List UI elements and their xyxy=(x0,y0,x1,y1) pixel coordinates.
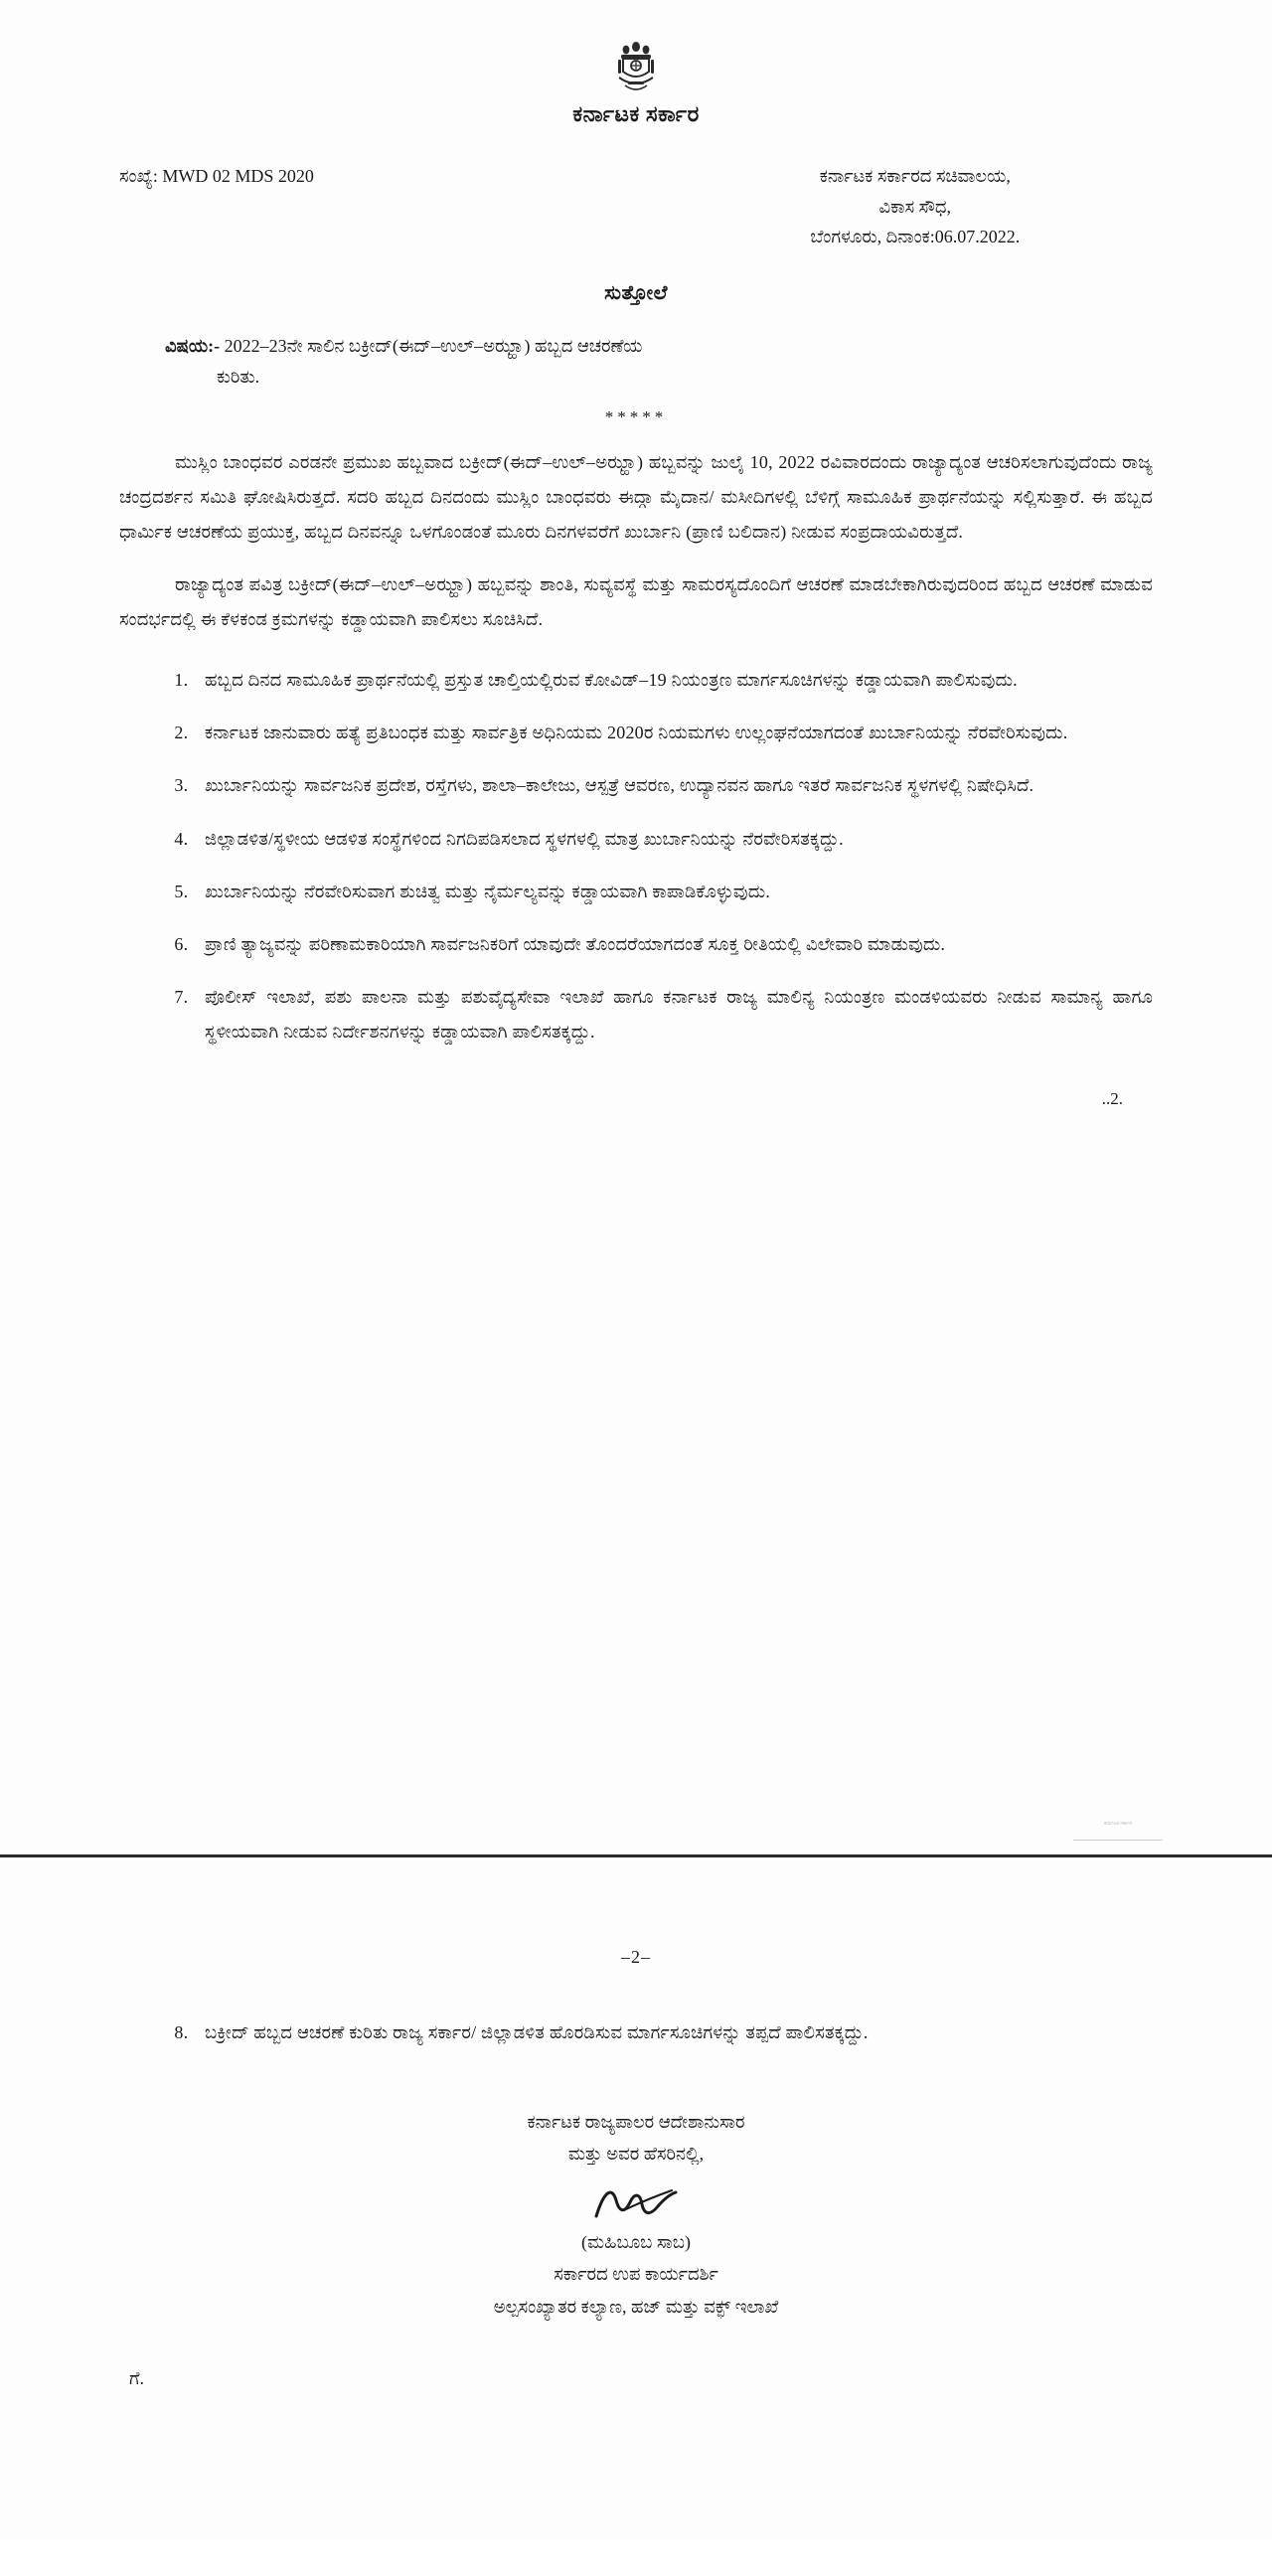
issuer-line-1: ಕರ್ನಾಟಕ ಸರ್ಕಾರದ ಸಚಿವಾಲಯ, xyxy=(819,166,1011,186)
signatory-designation-2: ಅಲ್ಪಸಂಖ್ಯಾತರ ಕಲ್ಯಾಣ, ಹಜ್ ಮತ್ತು ವಕ್ಫ್ ಇಲಾಖೆ xyxy=(493,2296,779,2317)
footer-marker: ಗೆ. xyxy=(129,2368,144,2389)
document-type-heading: ಸುತ್ತೋಲೆ xyxy=(604,281,668,304)
clause-item: 2. ಕರ್ನಾಟಕ ಜಾನುವಾರು ಹತ್ಯೆ ಪ್ರತಿಬಂಧಕ ಮತ್ತು ಸಾರ್ವತ್ರಿಕ ಅಧಿನಿಯಮ 2020ರ ನಿಯಮಗಳು ಉಲ್ಲಂಘನೆಯಾಗದಂತೆ ಖುರ್ಬಾನಿಯನ್ನು ನೆರವೇರಿಸುವುದು. xyxy=(193,716,1153,750)
paragraph-1: ಮುಸ್ಲಿಂ ಬಾಂಧವರ ಎರಡನೇ ಪ್ರಮುಖ ಹಬ್ಬವಾದ ಬಕ್ರೀದ್(ಈದ್–ಉಲ್–ಅಝ್ಹಾ) ಹಬ್ಬವನ್ನು ಜುಲೈ 10, 2022 ರವಿವಾರದಂದು ರಾಜ್ಯಾದ್ಯಂತ ಆಚರಿಸಲಾಗುವುದೆಂದು ರಾಜ್ಯ ಚಂದ್ರದರ್ಶನ ಸಮಿತಿ ಘೋಷಿಸಿರುತ್ತದೆ. ಸದರಿ ಹಬ್ಬದ ದಿನದಂದು ಮುಸ್ಲಿಂ ಬಾಂಧವರು ಈದ್ಗಾ ಮೈದಾನ/ ಮಸೀದಿಗಳಲ್ಲಿ ಬೆಳಿಗ್ಗೆ ಸಾಮೂಹಿಕ ಪ್ರಾರ್ಥನೆಯನ್ನು ಸಲ್ಲಿಸುತ್ತಾರೆ. ಈ ಹಬ್ಬದ ಧಾರ್ಮಿಕ ಆಚರಣೆಯ ಪ್ರಯುಕ್ತ, ಹಬ್ಬದ ದಿನವನ್ನೂ ಒಳಗೊಂಡಂತೆ ಮೂರು ದಿನಗಳವರೆಗೆ ಖುರ್ಬಾನಿ (ಪ್ರಾಣಿ ಬಲಿದಾನ) ನೀಡುವ ಸಂಪ್ರದಾಯವಿರುತ್ತದೆ. xyxy=(119,451,1153,542)
separator-stars: ***** xyxy=(604,406,668,426)
document-meta xyxy=(119,161,1153,252)
subject-text: 2022–23ನೇ ಸಾಲಿನ ಬಕ್ರೀದ್(ಈದ್–ಉಲ್–ಅಝ್ಹಾ) ಹಬ್ಬದ ಆಚರಣೆಯ xyxy=(224,335,643,356)
state-emblem-icon xyxy=(609,38,663,97)
clause-item: 4. ಜಿಲ್ಲಾಡಳಿತ/ಸ್ಥಳೀಯ ಆಡಳಿತ ಸಂಸ್ಥೆಗಳಿಂದ ನಿಗದಿಪಡಿಸಲಾದ ಸ್ಥಳಗಳಲ್ಲಿ ಮಾತ್ರ ಖುರ್ಬಾನಿಯನ್ನು ನೆರವೇರಿಸತಕ್ಕದ್ದು. xyxy=(193,822,1153,857)
signature-authority-line-1: ಕರ್ನಾಟಕ ರಾಜ್ಯಪಾಲರ ಆದೇಶಾನುಸಾರ xyxy=(527,2112,745,2133)
faint-stamp: ಕರ್ನಾಟಕ ಸರ್ಕಾರ xyxy=(1073,1822,1163,1841)
clause-item: 3. ಖುರ್ಬಾನಿಯನ್ನು ಸಾರ್ವಜನಿಕ ಪ್ರದೇಶ, ರಸ್ತೆಗಳು, ಶಾಲಾ–ಕಾಲೇಜು, ಆಸ್ಪತ್ರೆ ಆವರಣ, ಉದ್ಯಾನವನ ಹಾಗೂ ಇತರೆ ಸಾರ್ವಜನಿಕ ಸ್ಥಳಗಳಲ್ಲಿ ನಿಷೇಧಿಸಿದೆ. xyxy=(193,768,1153,803)
document-page-2 xyxy=(0,1854,1272,2540)
signature-authority-line-2: ಮತ್ತು ಅವರ ಹೆಸರಿನಲ್ಲಿ, xyxy=(567,2144,705,2165)
signatory-name: (ಮಹಿಬೂಬ ಸಾಬ) xyxy=(581,2231,691,2252)
clause-item: 5. ಖುರ್ಬಾನಿಯನ್ನು ನೆರವೇರಿಸುವಾಗ ಶುಚಿತ್ವ ಮತ್ತು ನೈರ್ಮಲ್ಯವನ್ನು ಕಡ್ಡಾಯವಾಗಿ ಕಾಪಾಡಿಕೊಳ್ಳುವುದು. xyxy=(193,875,1153,909)
clause-item: 8. ಬಕ್ರೀದ್ ಹಬ್ಬದ ಆಚರಣೆ ಕುರಿತು ರಾಜ್ಯ ಸರ್ಕಾರ/ ಜಿಲ್ಲಾಡಳಿತ ಹೊರಡಿಸುವ ಮಾರ್ಗಸೂಚಿಗಳನ್ನು ತಪ್ಪದೆ ಪಾಲಿಸತಕ್ಕದ್ದು. xyxy=(193,2015,1153,2050)
clause-item: 1. ಹಬ್ಬದ ದಿನದ ಸಾಮೂಹಿಕ ಪ್ರಾರ್ಥನೆಯಲ್ಲಿ ಪ್ರಸ್ತುತ ಚಾಲ್ತಿಯಲ್ಲಿರುವ ಕೋವಿಡ್–19 ನಿಯಂತ್ರಣ ಮಾರ್ಗಸೂಚಿಗಳನ್ನು ಕಡ್ಡಾಯವಾಗಿ ಪಾಲಿಸುವುದು. xyxy=(193,663,1153,698)
signatory-designation-1: ಸರ್ಕಾರದ ಉಪ ಕಾರ್ಯದರ್ಶಿ xyxy=(554,2264,718,2285)
clause-list xyxy=(119,663,1153,1049)
signature-block xyxy=(119,2106,1153,2323)
clause-item: 7. ಪೊಲೀಸ್ ಇಲಾಖೆ, ಪಶು ಪಾಲನಾ ಮತ್ತು ಪಶುವೈದ್ಯಸೇವಾ ಇಲಾಖೆ ಹಾಗೂ ಕರ್ನಾಟಕ ರಾಜ್ಯ ಮಾಲಿನ್ಯ ನಿಯಂತ್ರಣ ಮಂಡಳಿಯವರು ನೀಡುವ ಸಾಮಾನ್ಯ ಹಾಗೂ ಸ್ಥಳೀಯವಾಗಿ ನೀಡುವ ನಿರ್ದೇಶನಗಳನ್ನು ಕಡ್ಡಾಯವಾಗಿ ಪಾಲಿಸತಕ್ಕದ್ದು. xyxy=(193,980,1153,1049)
subject-block xyxy=(119,331,1153,394)
clause-list-continued xyxy=(119,2015,1153,2050)
page-number: –2– xyxy=(621,1947,651,1967)
page-continuation-marker: ..2. xyxy=(1101,1089,1123,1108)
subject-text-continued: ಕುರಿತು. xyxy=(217,367,260,388)
issuer-line-2: ವಿಕಾಸ ಸೌಧ, xyxy=(878,196,952,217)
reference-number: ಸಂಖ್ಯೆ: MWD 02 MDS 2020 xyxy=(119,166,314,186)
handwritten-signature xyxy=(576,2180,696,2224)
letterhead xyxy=(119,38,1153,127)
issuer-address xyxy=(678,161,1153,252)
issuer-line-3: ಬೆಂಗಳೂರು, ದಿನಾಂಕ:06.07.2022. xyxy=(810,227,1021,247)
subject-label: ವಿಷಯ:- xyxy=(165,335,221,356)
clause-item: 6. ಪ್ರಾಣಿ ತ್ಯಾಜ್ಯವನ್ನು ಪರಿಣಾಮಕಾರಿಯಾಗಿ ಸಾರ್ವಜನಿಕರಿಗೆ ಯಾವುದೇ ತೊಂದರೆಯಾಗದಂತೆ ಸೂಕ್ತ ರೀತಿಯಲ್ಲಿ ವಿಲೇವಾರಿ ಮಾಡುವುದು. xyxy=(193,927,1153,962)
emblem-caption: ಕರ್ನಾಟಕ ಸರ್ಕಾರ xyxy=(572,101,700,126)
paragraph-2: ರಾಜ್ಯಾದ್ಯಂತ ಪವಿತ್ರ ಬಕ್ರೀದ್(ಈದ್–ಉಲ್–ಅಝ್ಹಾ) ಹಬ್ಬವನ್ನು ಶಾಂತಿ, ಸುವ್ಯವಸ್ಥೆ ಮತ್ತು ಸಾಮರಸ್ಯದೊಂದಿಗೆ ಆಚರಣೆ ಮಾಡಬೇಕಾಗಿರುವುದರಿಂದ ಹಬ್ಬದ ಆಚರಣೆ ಮಾಡುವ ಸಂದರ್ಭದಲ್ಲಿ ಈ ಕೆಳಕಂಡ ಕ್ರಮಗಳನ್ನು ಕಡ್ಡಾಯವಾಗಿ ಪಾಲಿಸಲು ಸೂಚಿಸಿದೆ. xyxy=(119,574,1153,630)
